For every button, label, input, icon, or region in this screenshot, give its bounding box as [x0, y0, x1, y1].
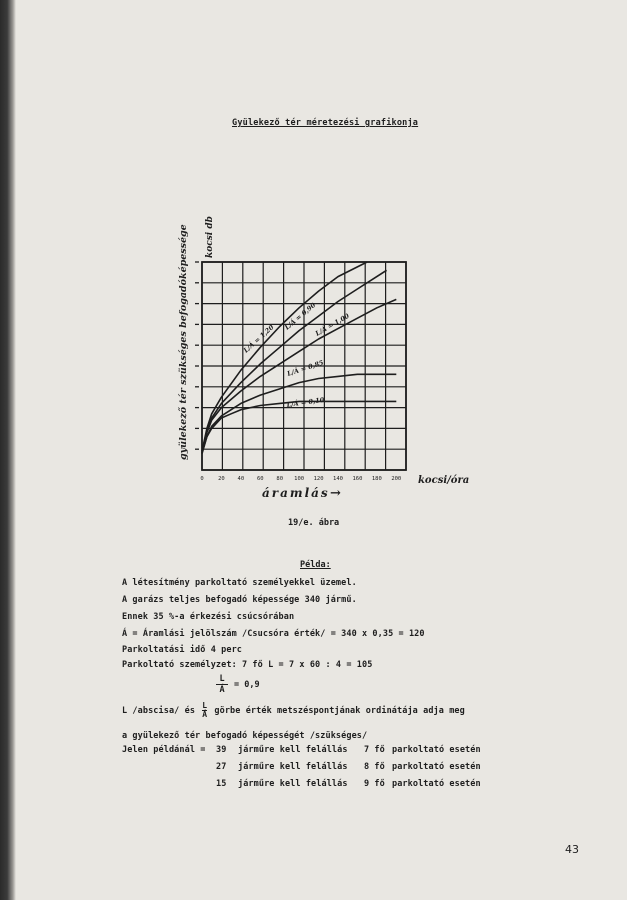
y-unit-label: kocsi db — [205, 216, 215, 258]
x-tick-label: 0 — [200, 476, 204, 482]
l-line-prefix: L /abscisa/ és — [122, 706, 196, 716]
inline-fraction-numerator: L — [202, 701, 208, 710]
x-axis-arrow: → — [330, 486, 341, 501]
example-row-staff: 9 fő — [364, 779, 385, 789]
fraction-result: = 0,9 — [234, 680, 260, 690]
example-line: Parkoltató személyzet: 7 fő L = 7 x 60 : 4 = 105 — [122, 660, 373, 670]
curve-label: L/Á = 1,20 — [241, 323, 276, 355]
fraction-l-over-a — [216, 674, 228, 695]
x-tick-label: 20 — [218, 476, 225, 482]
x-tick-label: 80 — [276, 476, 284, 482]
curve-label: L/Á = 1,00 — [314, 311, 351, 338]
curve-line — [202, 270, 387, 451]
inline-fraction-denominator: Á — [202, 710, 208, 719]
example-line: A létesítmény parkoltató személyekkel üzemel. — [122, 578, 357, 588]
x-tick-label: 180 — [371, 476, 382, 482]
chart-curves — [202, 262, 396, 453]
l-explanation-line — [122, 702, 465, 719]
chart-curve-labels — [241, 300, 352, 409]
l-line-suffix: görbe érték metszéspontjának ordinátája adja meg — [214, 706, 465, 716]
curve-line — [202, 299, 396, 453]
x-tick-label: 60 — [256, 476, 264, 482]
example-heading: Példa: — [300, 560, 331, 570]
x-tick-label: 140 — [333, 476, 343, 482]
example-row-text: parkoltató esetén — [392, 762, 481, 772]
example-row-text: járműre kell felállás — [238, 762, 348, 772]
x-tick-label: 40 — [237, 476, 245, 482]
example-line: Ennek 35 %-a érkezési csúcsórában — [122, 612, 295, 622]
inline-fraction — [202, 702, 207, 719]
example-row-text: járműre kell felállás — [238, 745, 348, 755]
x-tick-label: 100 — [294, 476, 305, 482]
example-row-staff: 7 fő — [364, 745, 385, 755]
fraction-denominator: Á — [219, 685, 225, 695]
page-number: 43 — [565, 843, 579, 856]
x-unit-label: kocsi/óra — [418, 475, 470, 486]
curve-label: L/Á = 0,90 — [283, 301, 318, 332]
example-line: A garázs teljes befogadó képessége 340 jármű. — [122, 595, 357, 605]
example-row-vehicles: 15 — [216, 779, 227, 789]
chart-y-ticks — [195, 262, 199, 449]
example-row-text: parkoltató esetén — [392, 779, 481, 789]
y-axis-label: gyülekező tér szükséges befogadóképessége — [178, 224, 189, 460]
example-row-label: Jelen példánál = — [122, 745, 206, 755]
figure-caption: 19/e. ábra — [288, 518, 340, 528]
example-line: Parkoltatási idő 4 perc — [122, 645, 243, 655]
example-row-vehicles: 39 — [216, 745, 227, 755]
curve-line — [202, 262, 367, 451]
curve-label: L/Á = 0,85 — [286, 358, 325, 378]
x-tick-label: 200 — [391, 476, 402, 482]
x-tick-label: 120 — [313, 476, 324, 482]
capacity-line: a gyülekező tér befogadó képességét /szükséges/ — [122, 731, 368, 741]
example-row-text: parkoltató esetén — [392, 745, 481, 755]
example-row-text: járműre kell felállás — [238, 779, 348, 789]
page-title: Gyülekező tér méretezési grafikonja — [232, 118, 419, 128]
example-row-vehicles: 27 — [216, 762, 227, 772]
fraction-numerator: L — [216, 674, 228, 685]
chart-x-ticks — [200, 476, 401, 482]
curve-label: L/Á = 0,10 — [286, 395, 325, 409]
x-axis-label: áramlás — [262, 486, 330, 500]
example-line: Á = Áramlási jelölszám /Csucsóra érték/ = 340 x 0,35 = 120 — [122, 629, 425, 639]
x-tick-label: 160 — [352, 476, 363, 482]
example-row-staff: 8 fő — [364, 762, 385, 772]
